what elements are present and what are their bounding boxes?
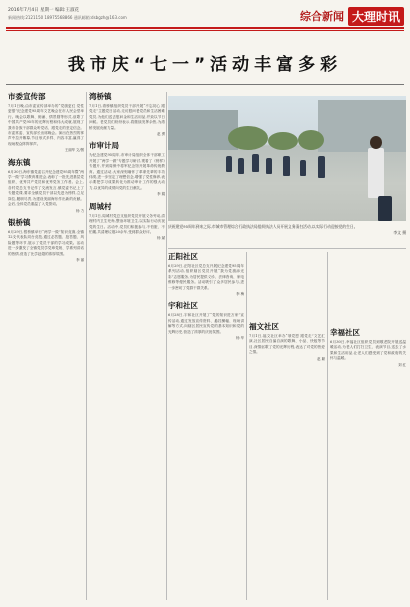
column-divider — [86, 92, 87, 600]
column-5 — [330, 252, 406, 600]
article-byline: 李 梅 — [236, 292, 244, 297]
article-byline: 杨 力 — [76, 208, 84, 213]
article — [249, 322, 325, 362]
main-headline: 我市庆“七一”活动丰富多彩 — [67, 55, 343, 75]
article — [8, 158, 84, 214]
article-byline: 李 丽 — [76, 257, 84, 262]
article-byline: 赵 勇 — [157, 132, 165, 137]
photo-caption-text: 庆祝建党95周年到来之际,市城市管理综合行政执法局组织执法人员开展义务清扫活动,以实际行动迎接党的生日。 — [168, 224, 358, 229]
article-title: 市审计局 — [89, 141, 119, 151]
article-title: 宇和社区 — [168, 301, 198, 311]
article — [89, 92, 165, 137]
column-3 — [168, 252, 244, 600]
article-body: 6月30日,海东镇党委召开纪念建党95周年暨“两学一做”学习教育推进会,表彰了一批先进基层党组织、优秀共产党员和优秀党务工作者。会上,各村党总支书记作了交流发言,镇党委书记上了专题党课,要求全镇党员干部以先进为榜样,立足岗位,履职尽责,为建设美丽海东作出新的贡献。会后,全体党员重温了入党誓词。 — [8, 169, 84, 207]
masthead-logo: 大理时讯 — [348, 7, 404, 26]
header-branding — [300, 6, 404, 26]
news-photo — [168, 96, 406, 221]
article-body: 7月1日,周城村党总支组织党员开展义务劳动,清理村内卫生死角,整治环境卫生,以实际行动庆祝党的生日。活动中,党员们积极参与,不怕脏、不怕累,共清理垃圾20余车,受到群众好评。 — [89, 213, 165, 234]
column-4 — [249, 252, 325, 600]
article-body: 7月1日晚,由市委宣传部举办的“党旗更红 党性更强”纪念建党95周年文艺晚会在市人民会堂举行。晚会以歌舞、朗诵、情景剧等形式,讴歌了中国共产党95年的光辉历程和伟大成就,展现了我市各族干部群众听党话、跟党走的坚定信念。市委常委、宣传部长出席晚会。演出在热烈的掌声中拉开帷幕,节目形式多样、内容丰富,赢得了现场观众阵阵掌声。 — [8, 104, 84, 146]
header-rule — [6, 27, 404, 29]
article — [89, 202, 165, 242]
column-2 — [89, 92, 165, 600]
article — [330, 328, 406, 368]
column-divider — [166, 92, 167, 600]
column-1 — [8, 92, 84, 600]
article-title: 湾桥镇 — [89, 92, 112, 101]
article — [8, 92, 84, 154]
article-body: 为纪念建党95周年,市审计局组织全体干部职工开展了“两学一做”专题学习研讨,观看了《榜样》专题片,并到周保中将军纪念馆开展革命传统教育。通过活动,大家深刻缅怀了革命先辈的丰功伟绩,进一步坚定了理想信念,增强了党性修养,表示要把学习成果转化为推动审计工作的强大动力,以优异的成绩向党的生日献礼。 — [89, 153, 165, 190]
article-body: 6月29日,银桥镇举行“两学一做”知识竞赛,全镇12支代表队同台竞技,通过必答题、抢答题、风险题等环节,展示了党员干部的学习成果。活动进一步激发了全镇党员学党章党规、学系列讲话的热情,营造了比学赶超的浓厚氛围。 — [8, 229, 84, 256]
article-byline: 王丽华 文/图 — [64, 148, 84, 153]
article-title: 福文社区 — [249, 322, 279, 331]
photo-caption — [168, 224, 406, 235]
article-title: 正阳社区 — [168, 252, 198, 261]
article-title: 幸福社区 — [330, 328, 360, 337]
article-title: 海东镇 — [8, 157, 31, 167]
article-body: 6月29日,正阳社区党总支开展纪念建党95周年系列活动,组织辖区党员开展“我为党旗添光彩”志愿服务,为居民提供义诊、法律咨询、家电维修等便民服务。活动吸引了众多居民参与,进一步密切了党群干群关系。 — [168, 264, 244, 290]
photo-divider — [168, 248, 406, 249]
column-divider — [246, 252, 247, 600]
article-body: 6月30日,幸福社区组织党员到敬老院开展送温暖活动,为老人们打扫卫生、表演节目,送去了水果和生活用品,让老人们感受到了党和政府的关怀与温暖。 — [330, 340, 406, 361]
headline-rule — [6, 84, 404, 85]
header-date-line: 2016年7月4日 星期一 编辑:王淑花 — [8, 8, 80, 13]
article-body: 7月1日,湾桥镇组织党员干部开展“不忘初心 跟党走”主题党日活动,走访慰问老党员和生活困难党员,为他们送去慰问金和生活用品,并致以节日问候。老党员们纷纷表示,将继续发挥余热,为湾桥发展贡献力量。 — [89, 104, 165, 130]
article-byline: 李 娟 — [157, 192, 165, 197]
section-title: 综合新闻 — [299, 10, 344, 23]
article-title: 市委宣传部 — [8, 92, 46, 101]
article-byline: 杨 华 — [236, 336, 244, 341]
article — [168, 301, 244, 341]
photo-credit: 李文 摄 — [393, 229, 406, 235]
article-title: 周城村 — [89, 201, 112, 211]
header-contact-line: 新闻热线:2121150 18975568866 通讯邮箱:dsbgzh@163.com — [8, 15, 127, 20]
article-body: 6月28日,宇和社区开展了“党的知识进万家”宣传活动,通过发放宣传资料、悬挂横幅、现场讲解等方式,向辖区居民宣传党的基本知识和党的光辉历史,营造了浓厚的庆祝氛围。 — [168, 313, 244, 334]
article-byline: 杨 斌 — [157, 236, 165, 241]
article-byline: 刘 红 — [398, 362, 406, 367]
article — [8, 218, 84, 263]
article-body: 7月1日,福文社区举办“颂党恩 跟党走”文艺汇演,社区居民自编自演的歌舞、小品、快板等节目,深情讴歌了党的光辉历程,表达了对党的热爱之情。 — [249, 334, 325, 355]
article-byline: 赵 颖 — [317, 356, 325, 361]
article — [89, 141, 165, 197]
article-title: 银桥镇 — [8, 217, 31, 227]
page-header — [6, 6, 404, 28]
column-divider — [327, 252, 328, 600]
article — [168, 252, 244, 297]
header-rule-thin — [6, 30, 404, 31]
